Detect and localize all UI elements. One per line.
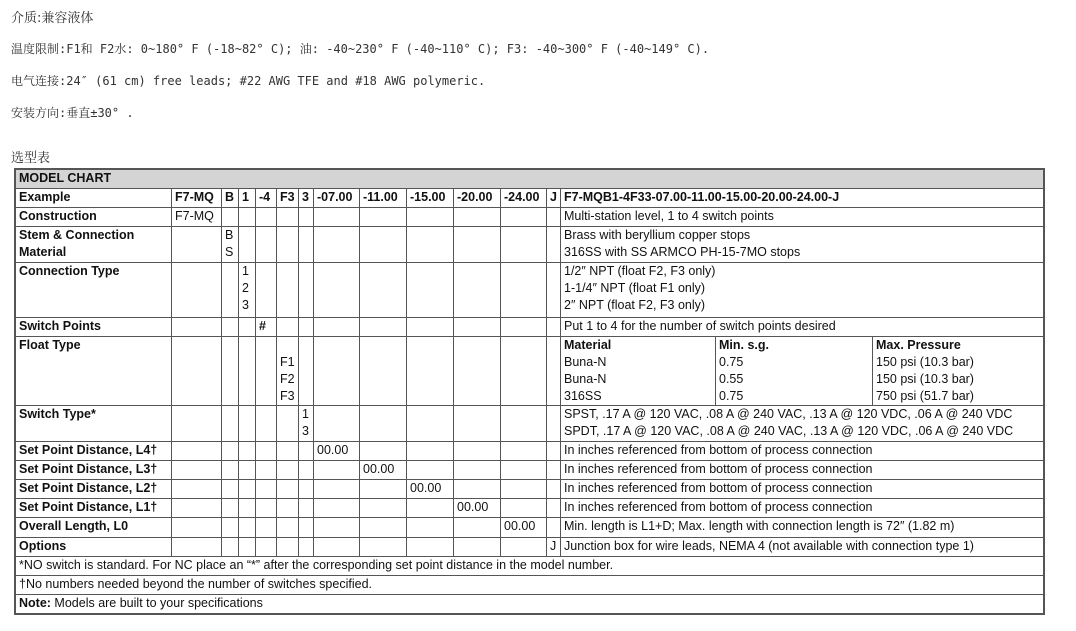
example-code: F7-MQ <box>172 189 222 208</box>
float-pressure: 150 psi (10.3 bar) <box>876 354 974 369</box>
connection-desc-line: 1-1/4″ NPT (float F1 only) <box>564 281 706 296</box>
example-code: 1 <box>239 189 256 208</box>
note-text: Models are built to your specifications <box>50 595 263 610</box>
float-sg-column <box>716 336 873 405</box>
connection-desc <box>561 263 1044 317</box>
float-material-column <box>561 336 716 405</box>
options-code: J <box>547 537 561 556</box>
note-models <box>16 594 1044 613</box>
construction-code: F7-MQ <box>172 208 222 227</box>
float-sg: 0.75 <box>719 388 744 403</box>
float-code: F3 <box>280 388 295 403</box>
example-full-model: F7-MQB1-4F33-07.00-11.00-15.00-20.00-24.00-J <box>561 189 1044 208</box>
float-pressure: 750 psi (51.7 bar) <box>876 388 974 403</box>
example-code: J <box>547 189 561 208</box>
row-label-set-point-l2: Set Point Distance, L2† <box>16 480 172 499</box>
switch-type-code: 3 <box>302 424 309 438</box>
row-label-stem-material <box>16 227 172 263</box>
switch-type-desc-line: SPDT, .17 A @ 120 VAC, .08 A @ 240 VAC, .13 A @ 120 VDC, .06 A @ 240 VDC <box>564 424 1014 438</box>
set-point-l1-desc: In inches referenced from bottom of process connection <box>561 499 1044 518</box>
float-pressure-column <box>873 336 1044 405</box>
overall-length-desc: Min. length is L1+D; Max. length with connection length is 72″ (1.82 m) <box>561 518 1044 537</box>
connection-desc-line: 1/2″ NPT (float F2, F3 only) <box>564 264 716 279</box>
stem-label-line1: Stem & Connection <box>19 228 135 243</box>
set-point-l3-desc: In inches referenced from bottom of process connection <box>561 461 1044 480</box>
medium-line: 介质:兼容液体 <box>11 11 94 26</box>
switch-points-desc: Put 1 to 4 for the number of switch points desired <box>561 317 1044 336</box>
example-code: -24.00 <box>501 189 547 208</box>
set-point-l4-code: 00.00 <box>314 442 360 461</box>
example-code: B <box>222 189 239 208</box>
float-sg: 0.55 <box>719 371 744 386</box>
row-label-options: Options <box>16 537 172 556</box>
note-label: Note: <box>19 595 51 610</box>
stem-codes <box>222 227 239 263</box>
example-code: -4 <box>256 189 277 208</box>
row-label-overall-length: Overall Length, L0 <box>16 518 172 537</box>
row-label-set-point-l3: Set Point Distance, L3† <box>16 461 172 480</box>
float-pressure: 150 psi (10.3 bar) <box>876 371 974 386</box>
set-point-l4-desc: In inches referenced from bottom of process connection <box>561 442 1044 461</box>
stem-code: B <box>225 228 234 243</box>
stem-label-line2: Material <box>19 245 67 260</box>
selection-table-heading: 选型表 <box>11 151 51 166</box>
switch-type-codes <box>299 406 314 442</box>
switch-type-code: 1 <box>302 407 309 421</box>
note-no-switch: *NO switch is standard. For NC place an “*” after the corresponding set point distance in the model number. <box>16 556 1044 575</box>
options-desc: Junction box for wire leads, NEMA 4 (not available with connection type 1) <box>561 537 1044 556</box>
connection-code: 1 <box>242 264 249 279</box>
construction-desc: Multi-station level, 1 to 4 switch points <box>561 208 1044 227</box>
float-header-material: Material <box>564 337 612 352</box>
row-label-construction: Construction <box>16 208 172 227</box>
example-code: -20.00 <box>454 189 501 208</box>
float-material: 316SS <box>564 388 602 403</box>
connection-desc-line: 2″ NPT (float F2, F3 only) <box>564 298 706 313</box>
example-code: -07.00 <box>314 189 360 208</box>
connection-code: 2 <box>242 281 249 296</box>
model-chart-table <box>15 169 1044 614</box>
float-sg: 0.75 <box>719 354 744 369</box>
set-point-l2-desc: In inches referenced from bottom of process connection <box>561 480 1044 499</box>
float-code: F2 <box>280 371 295 386</box>
example-code: F3 <box>277 189 299 208</box>
switch-type-desc <box>561 406 1044 442</box>
float-code: F1 <box>280 354 295 369</box>
stem-desc <box>561 227 1044 263</box>
mounting-orientation-line: 安装方向:垂直±30° . <box>11 106 134 120</box>
note-dagger: †No numbers needed beyond the number of switches specified. <box>16 575 1044 594</box>
row-label-set-point-l1: Set Point Distance, L1† <box>16 499 172 518</box>
float-material: Buna-N <box>564 354 607 369</box>
float-header-pressure: Max. Pressure <box>876 337 961 352</box>
float-header-sg: Min. s.g. <box>719 337 769 352</box>
example-code: -11.00 <box>360 189 407 208</box>
stem-desc-line: Brass with beryllium copper stops <box>564 228 751 243</box>
switch-points-code: # <box>256 317 277 336</box>
model-chart <box>14 168 1045 615</box>
stem-code: S <box>225 245 234 260</box>
row-label-switch-type: Switch Type* <box>16 406 172 442</box>
chart-title: MODEL CHART <box>16 170 1044 189</box>
example-code: 3 <box>299 189 314 208</box>
row-label-example: Example <box>16 189 172 208</box>
overall-length-code: 00.00 <box>501 518 547 537</box>
temperature-limit-line: 温度限制:F1和 F2水: 0~180° F (-18~82° C); 油: -40~230° F (-40~110° C); F3: -40~300° F (-40~149° C). <box>11 42 710 56</box>
stem-desc-line: 316SS with SS ARMCO PH-15-7MO stops <box>564 245 801 260</box>
connection-codes <box>239 263 256 317</box>
row-label-float-type: Float Type <box>16 336 172 405</box>
example-code: -15.00 <box>407 189 454 208</box>
row-label-connection-type: Connection Type <box>16 263 172 317</box>
float-codes <box>277 336 299 405</box>
row-label-switch-points: Switch Points <box>16 317 172 336</box>
switch-type-desc-line: SPST, .17 A @ 120 VAC, .08 A @ 240 VAC, .13 A @ 120 VDC, .06 A @ 240 VDC <box>564 407 1013 421</box>
row-label-set-point-l4: Set Point Distance, L4† <box>16 442 172 461</box>
connection-code: 3 <box>242 298 249 313</box>
float-material: Buna-N <box>564 371 607 386</box>
electrical-connection-line: 电气连接:24″ (61 cm) free leads; #22 AWG TFE and #18 AWG polymeric. <box>11 74 486 88</box>
set-point-l1-code: 00.00 <box>454 499 501 518</box>
set-point-l3-code: 00.00 <box>360 461 407 480</box>
set-point-l2-code: 00.00 <box>407 480 454 499</box>
